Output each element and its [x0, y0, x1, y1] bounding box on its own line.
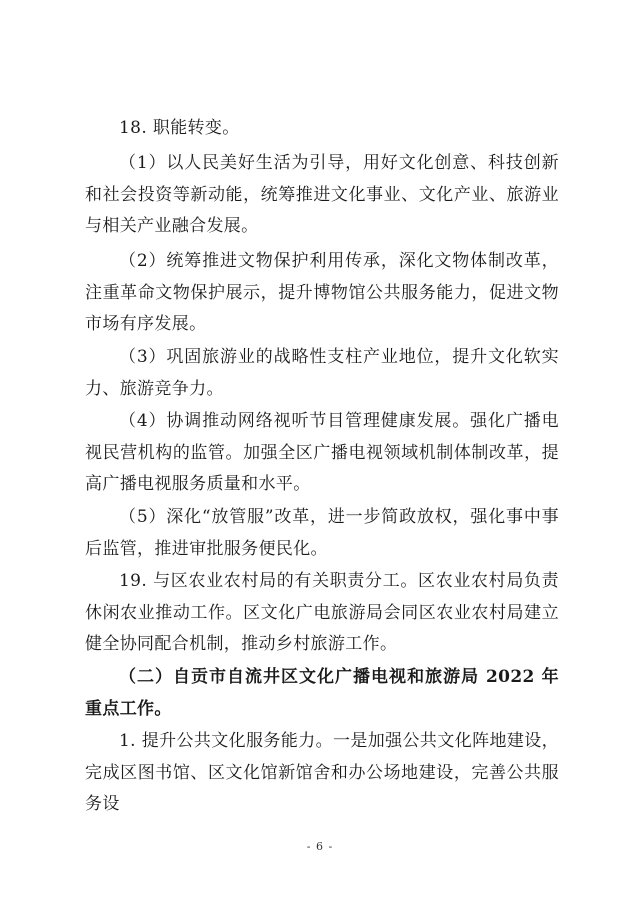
page-number: - 6 - — [306, 840, 334, 853]
paragraph-item-4: （4）协调推动网络视听节目管理健康发展。强化广播电视民营机构的监管。加强全区广播电视领域机制体制改革，提高广播电视服务质量和水平。 — [85, 411, 559, 494]
paragraph-item-2: （2）统筹推进文物保护利用传承，深化文物体制改革，注重革命文物保护展示，提升博物馆公共服务能力，促进文物市场有序发展。 — [85, 251, 559, 334]
paragraph-19: 19. 与区农业农村局的有关职责分工。区农业农村局负责休闲农业推动工作。区文化广电旅游局会同区农业农村局建立健全协同配合机制，推动乡村旅游工作。 — [85, 571, 559, 654]
paragraph-item-5: （5）深化“放管服”改革，进一步简政放权，强化事中事后监管，推进审批服务便民化。 — [85, 507, 559, 559]
paragraph-item-1: （1）以人民美好生活为引导，用好文化创意、科技创新和社会投资等新动能，统筹推进文化事业、文化产业、旅游业与相关产业融合发展。 — [85, 153, 559, 236]
paragraph-18-heading: 18. 职能转变。 — [119, 118, 240, 138]
paragraph-item-3: （3）巩固旅游业的战略性支柱产业地位，提升文化软实力、旅游竞争力。 — [85, 347, 559, 399]
paragraph-key-work-1: 1. 提升公共文化服务能力。一是加强公共文化阵地建设，完成区图书馆、区文化馆新馆舍和办公场地建设，完善公共服务设 — [85, 731, 559, 814]
section-heading-2022-key-work: （二）自贡市自流井区文化广播电视和旅游局 2022 年重点工作。 — [85, 667, 559, 719]
